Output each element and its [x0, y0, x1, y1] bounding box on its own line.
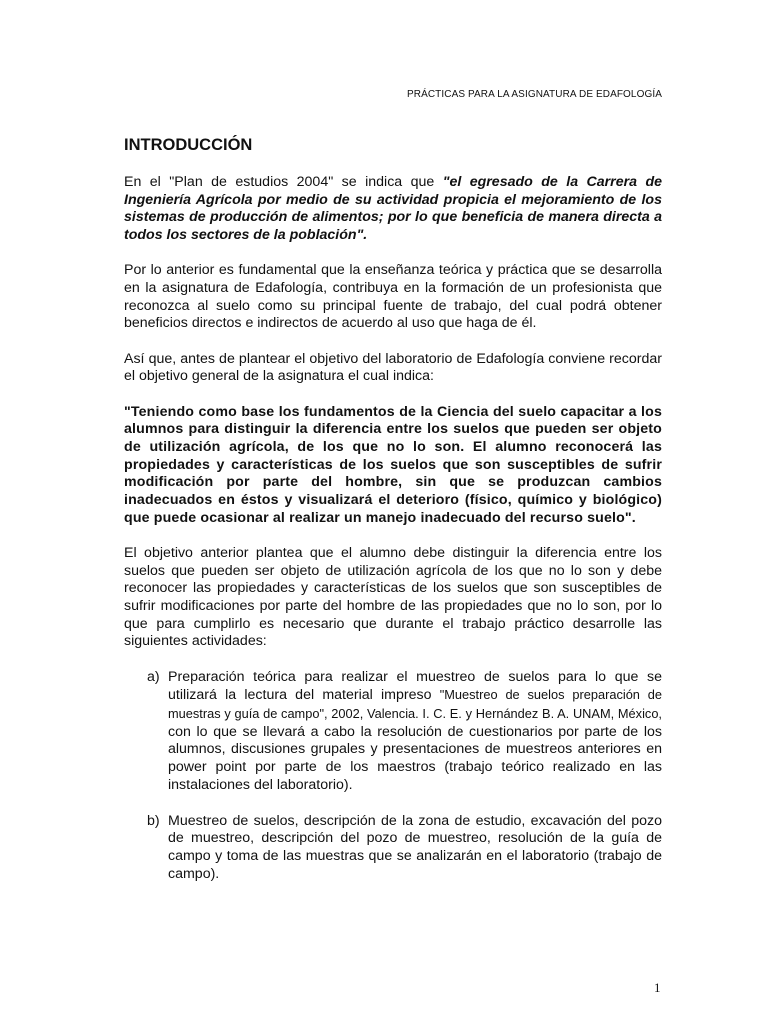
section-heading: INTRODUCCIÓN — [124, 136, 253, 154]
paragraph-plan-de-estudios — [124, 174, 662, 245]
document-body — [124, 135, 662, 901]
graduate-profile-quote: "el egresado de la Carrera de Ingeniería Agrícola por medio de su actividad propicia el mejoramiento de los sistemas de producción de alimentos; por lo que beneficia de manera directa a todos los sectores de la población". — [124, 174, 662, 244]
list-item — [124, 669, 662, 795]
list-item-text: Preparación teórica para realizar el muestreo de suelos para lo que se utilizará la lectura del material impreso — [168, 668, 662, 704]
list-item — [124, 813, 662, 884]
running-header: PRÁCTICAS PARA LA ASIGNATURA DE EDAFOLOGÍA — [406, 89, 662, 100]
course-objective-quote: "Teniendo como base los fundamentos de la Ciencia del suelo capacitar a los alumnos para distinguir la diferencia entre los suelos que pueden ser objeto de utilización agrícola, de los que no lo son. El alumno reconocerá las propiedades y características de los suelos que son susceptibles de sufrir modificación por parte del hombre, sin que se produzcan cambios inadecuados en éstos y visualizará el deterioro (físico, químico y biológico) que puede ocasionar al realizar un manejo inadecuado del recurso suelo". — [124, 403, 662, 526]
list-marker: b) — [147, 812, 160, 829]
paragraph-intro-text: En el "Plan de estudios 2004" se indica que — [124, 174, 443, 190]
page-number: 1 — [654, 980, 661, 995]
list-item-reference: "Muestreo de suelos preparación de muestras y guía de campo", 2002, Valencia. I. C. E. y Hernández B. A. UNAM, México, — [168, 687, 662, 722]
paragraph-fundamental: Por lo anterior es fundamental que la enseñanza teórica y práctica que se desarrolla en la asignatura de Edafología, contribuya en la formación de un profesionista que reconozca al suelo como su principal fuente de trabajo, del cual podrá obtener beneficios directos e indirectos de acuerdo al uso que haga de él. — [124, 262, 662, 332]
paragraph-objective-intro: Así que, antes de plantear el objetivo del laboratorio de Edafología conviene recordar el objetivo general de la asignatura el cual indica: — [124, 350, 662, 385]
paragraph-activities-intro: El objetivo anterior plantea que el alumno debe distinguir la diferencia entre los suelos que pueden ser objeto de utilización agrícola de los que no lo son y debe reconocer las propiedades y características de los suelos que son susceptibles de sufrir modificaciones por parte del hombre de las propiedades que no lo son, por lo que para cumplirlo es necesario que durante el trabajo práctico desarrolle las siguientes actividades: — [124, 544, 662, 650]
activities-list — [124, 669, 662, 884]
list-item-text-end: con lo que se llevará a cabo la resolución de cuestionarios por parte de los alumnos, discusiones grupales y presentaciones de muestreos anteriores en power point por parte de los maestros (trabajo teórico realizado en las instalaciones del laboratorio). — [168, 723, 662, 793]
list-item-text: Muestreo de suelos, descripción de la zona de estudio, excavación del pozo de muestreo, descripción del pozo de muestreo, resolución de la guía de campo y toma de las muestras que se analizarán en el laboratorio (trabajo de campo). — [168, 812, 662, 882]
list-marker: a) — [147, 668, 160, 685]
